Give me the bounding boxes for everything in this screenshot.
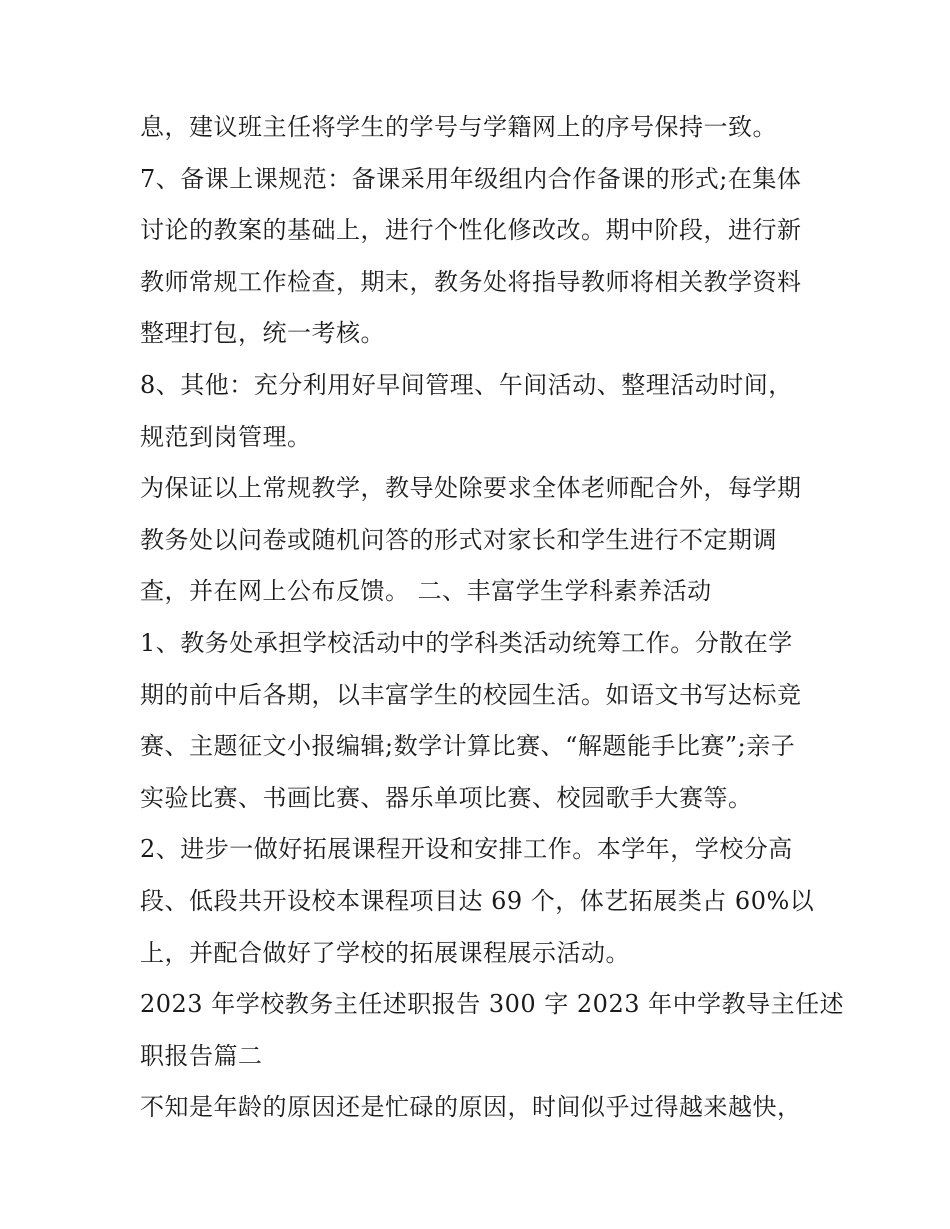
- text-line: 7、备课上课规范：备课采用年级组内合作备课的形式;在集体: [140, 164, 802, 193]
- text-line: 讨论的教案的基础上，进行个性化修改改。期中阶段，进行新: [140, 216, 802, 245]
- text-line: 实验比赛、书画比赛、器乐单项比赛、校园歌手大赛等。: [140, 783, 753, 812]
- text-line: 2、进步一做好拓展课程开设和安排工作。本学年，学校分高: [140, 835, 793, 864]
- text-line: 赛、主题征文小报编辑;数学计算比赛、“解题能手比赛”;亲子: [140, 732, 796, 761]
- text-line: 2023 年学校教务主任述职报告 300 字 2023 年中学教导主任述: [140, 990, 845, 1019]
- text-line: 息，建议班主任将学生的学号与学籍网上的序号保持一致。: [140, 113, 777, 141]
- text-line: 不知是年龄的原因还是忙碌的原因，时间似乎过得越来越快，: [140, 1093, 802, 1122]
- text-line: 上，并配合做好了学校的拓展课程展示活动。: [140, 938, 630, 967]
- text-line: 8、其他：充分利用好早间管理、午间活动、整理活动时间，: [140, 370, 793, 399]
- text-line: 职报告篇二: [140, 1041, 263, 1070]
- text-line: 规范到岗管理。: [140, 422, 312, 451]
- text-line: 1、教务处承担学校活动中的学科类活动统筹工作。分散在学: [140, 628, 793, 657]
- text-line: 段、低段共开设校本课程项目达 69 个，体艺拓展类占 60%以: [140, 886, 815, 915]
- text-line: 期的前中后各期，以丰富学生的校园生活。如语文书写达标竞: [140, 680, 802, 709]
- text-line: 整理打包，统一考核。: [140, 319, 385, 348]
- text-line: 查，并在网上公布反馈。 二、丰富学生学科素养活动: [140, 577, 712, 606]
- text-line: 为保证以上常规教学，教导处除要求全体老师配合外，每学期: [140, 474, 802, 503]
- text-line: 教务处以问卷或随机问答的形式对家长和学生进行不定期调: [140, 525, 777, 554]
- document-body: [140, 102, 845, 1134]
- text-line: 教师常规工作检查，期末，教务处将指导教师将相关教学资料: [140, 267, 802, 296]
